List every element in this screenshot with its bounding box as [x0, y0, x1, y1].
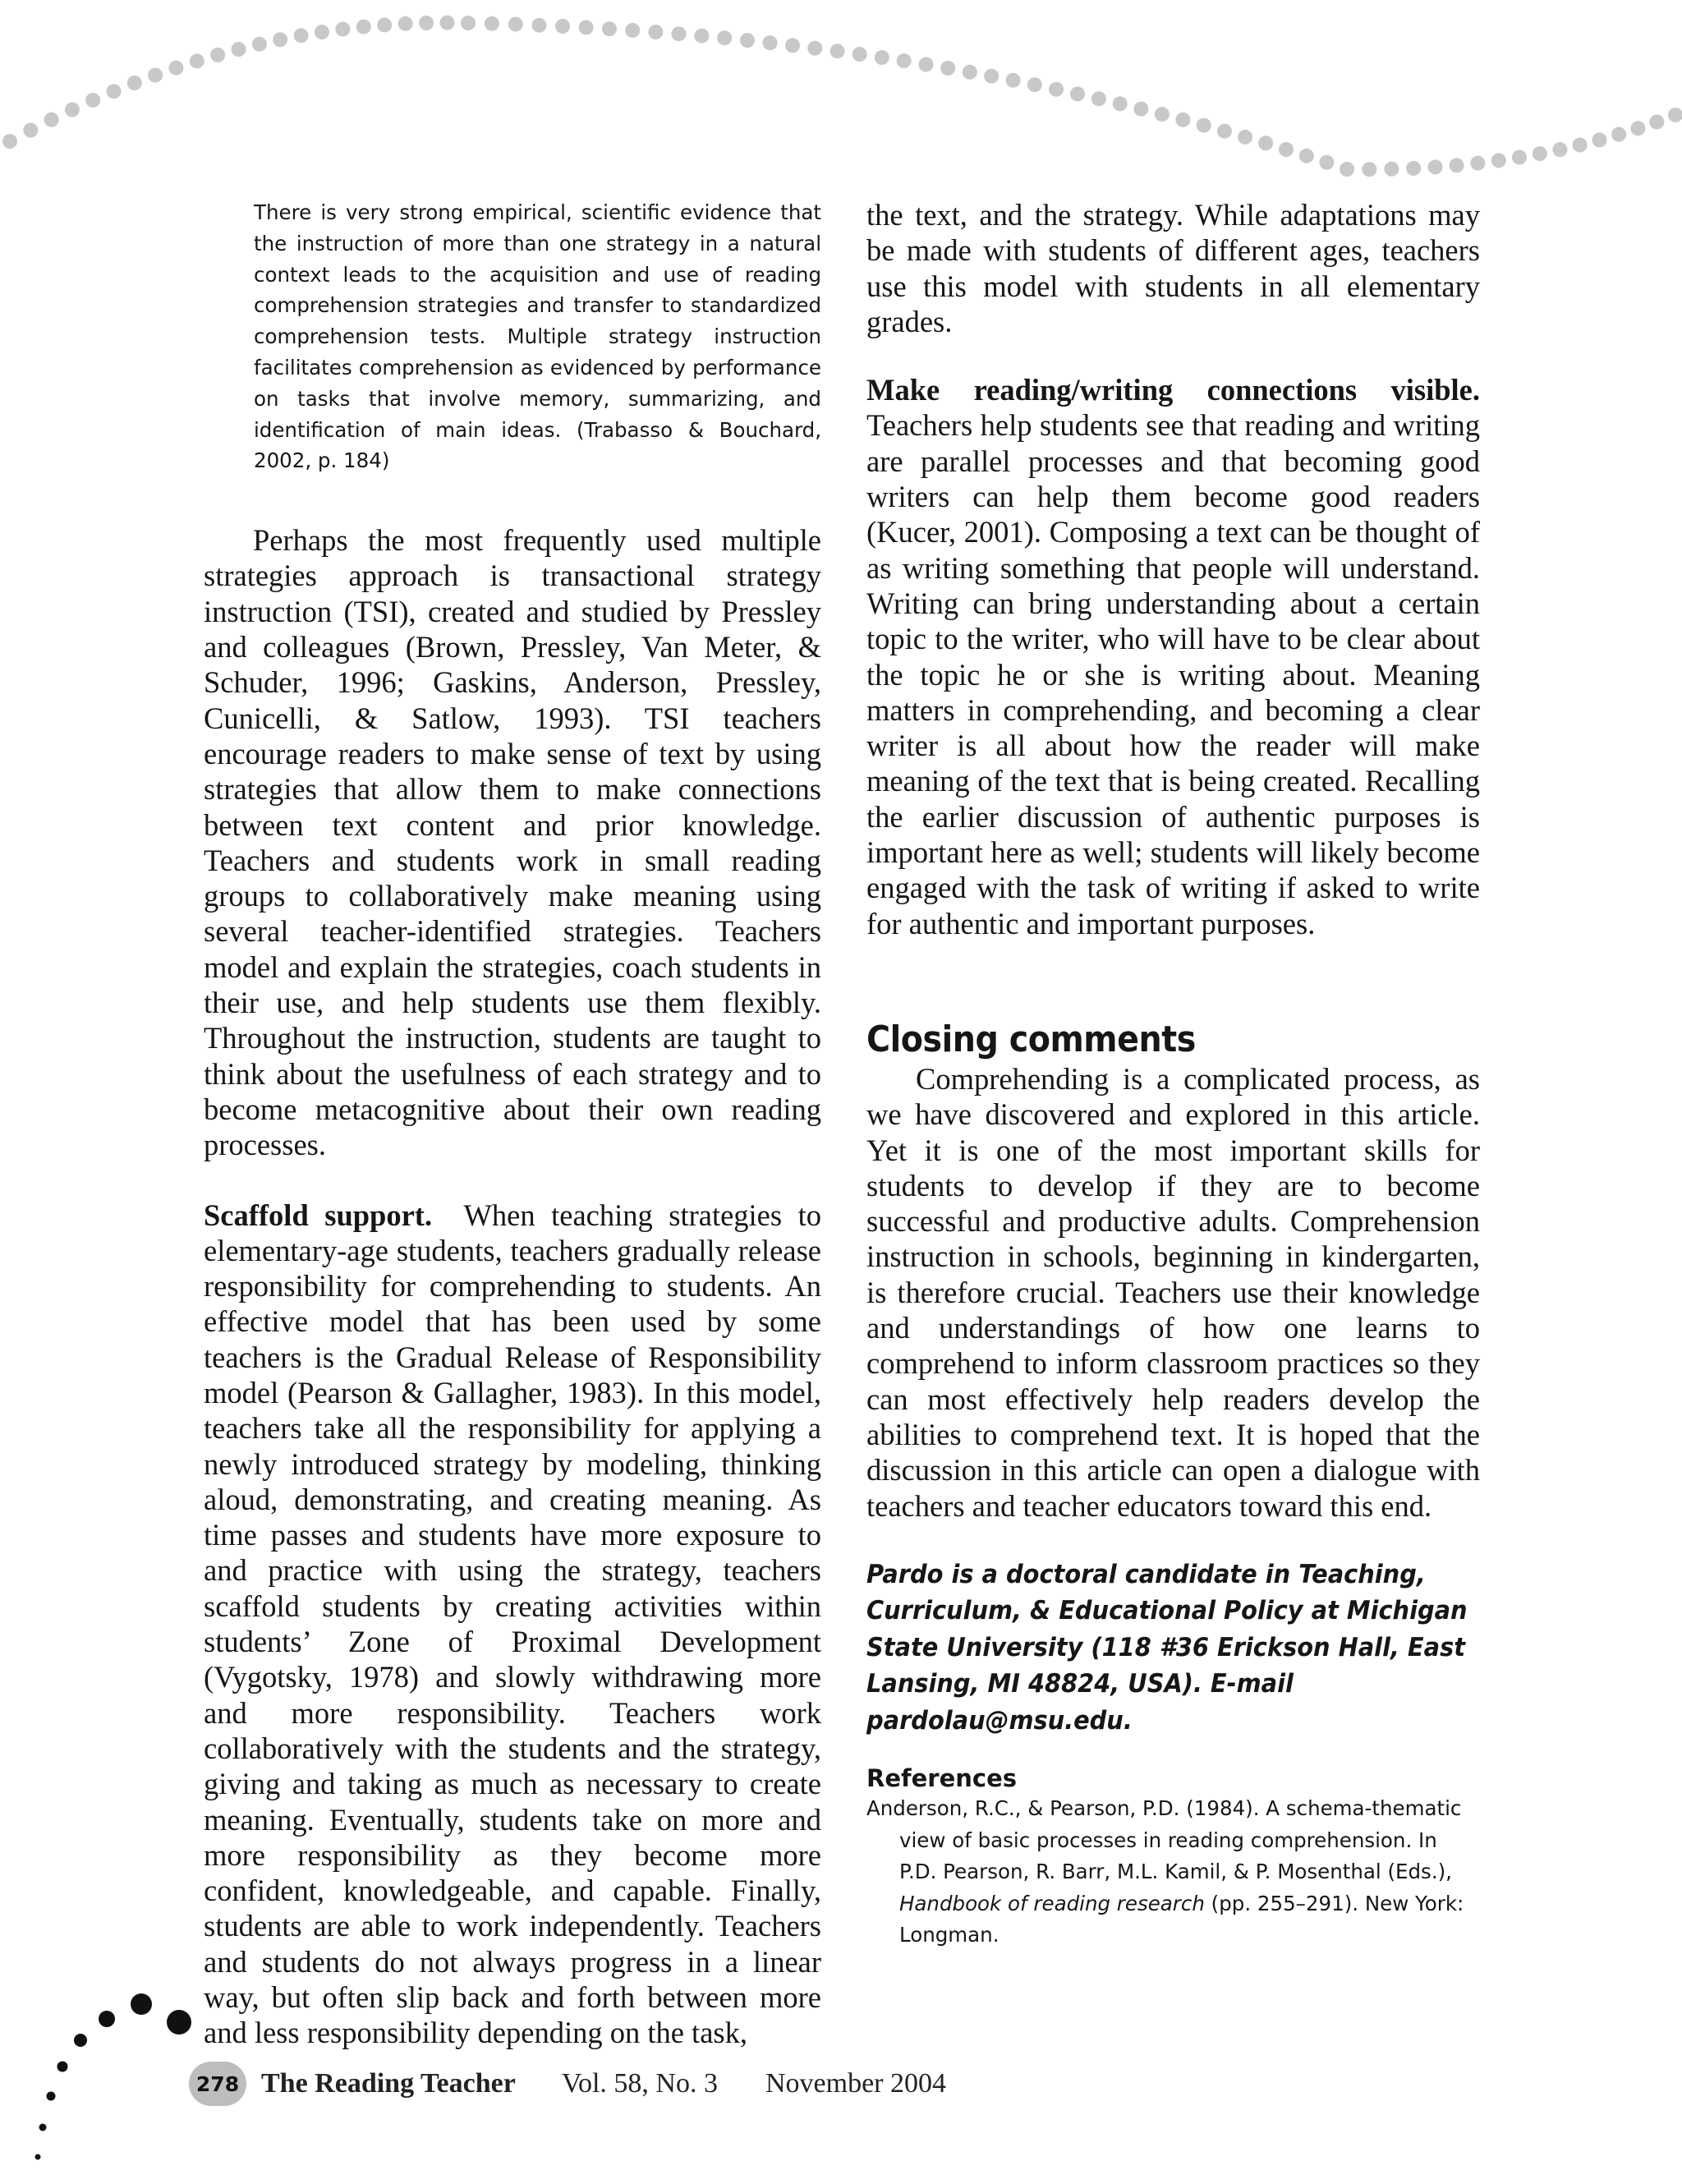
decorative-dot [1217, 124, 1232, 139]
decorative-dot [1197, 118, 1211, 133]
decorative-dot [1592, 132, 1607, 147]
reference-text: Anderson, R.C., & Pearson, P.D. (1984). A schema-thematic view of basic processes in reading comprehension. In P.D. Pearson, R. Barr, M.L. Kamil, & P. Mosenthal (Eds.), [866, 1796, 1462, 1884]
decorative-dot [1340, 162, 1354, 177]
decorative-dot [294, 28, 309, 43]
reference-text-end: (pp. 255–291). New York: Longman. [899, 1891, 1464, 1947]
decorative-dot [807, 41, 822, 56]
decorative-dot [1552, 142, 1567, 157]
decorative-dot [190, 53, 205, 68]
decorative-dot [940, 61, 955, 76]
page-number-badge: 278 [189, 2062, 246, 2106]
issue-date: November 2004 [765, 2068, 946, 2099]
decorative-dot [830, 44, 845, 58]
decorative-dot [875, 50, 889, 65]
section-heading-closing: Closing comments [866, 1018, 1196, 1060]
decorative-dot [740, 33, 755, 48]
paragraph-tsi: Perhaps the most frequently used multiple strategies approach is transactional strategy instruction (TSI), created and studied by Pressley and colleagues (Brown, Pressley, Van Meter, & Schuder, 1996; Gaskins, Anderson, Pressley, Cunicelli, & Satlow, 1993). TSI teachers encourage readers to make sense of text by using strategies that allow them to make connections between text content and prior knowledge. Teachers and students work in small reading groups to collaboratively make meaning using several teacher-identified strategies. Teachers model and explain the strategies, coach students in their use, and help students use them flexibly. Throughout the instruction, students are taught to think about the usefulness of each strategy and to become metacognitive about their own reading processes. [204, 523, 821, 1162]
decorative-dot [148, 68, 163, 83]
decorative-dot [984, 69, 999, 84]
decorative-dot [131, 1993, 152, 2015]
decorative-dot [1238, 130, 1252, 145]
decorative-dot [963, 65, 977, 80]
decorative-dot [1384, 162, 1399, 177]
decorative-dot [1428, 159, 1443, 174]
block-quote: There is very strong empirical, scientific evidence that the instruction of more than one strategy in a natural context leads to the acquisition and use of reading comprehension strategies and transfer to standardized comprehension tests. Multiple strategy instruction facilitates comprehension as evidenced by performance on tasks that involve memory, summarizing, and identification of main ideas. (Trabasso & Bouchard, 2002, p. 184) [254, 200, 821, 473]
decorative-dot [852, 47, 867, 62]
paragraph-reading-writing [866, 372, 1480, 941]
page-footer [189, 2061, 1092, 2107]
decorative-dot [315, 25, 329, 39]
decorative-dot [74, 2034, 87, 2047]
decorative-dot [1573, 138, 1588, 153]
decorative-dot [419, 16, 434, 30]
decorative-dot [485, 16, 499, 31]
decorative-dot [377, 17, 392, 32]
decorative-dot [1470, 156, 1485, 171]
decorative-dot [508, 17, 523, 32]
decorative-dot [1279, 142, 1294, 157]
run-in-heading-scaffold: Scaffold support. [204, 1198, 433, 1232]
decorative-dot [919, 57, 934, 72]
decorative-dot [1630, 121, 1645, 136]
decorative-dot [1258, 136, 1273, 150]
decorative-dot [1027, 77, 1042, 92]
decorative-dot [168, 61, 183, 76]
decorative-dot [1649, 115, 1664, 130]
reference-title: Handbook of reading research [899, 1891, 1205, 1915]
decorative-dot [1362, 162, 1376, 177]
reading-writing-body: Teachers help students see that reading and writing are parallel processes and that becoming good writers can help them become good readers (Kucer, 2001). Composing a text can be thought of as writing something that people will understand. Writing can bring understanding about a certain topic to the writer, who will have to be clear about the topic he or she is writing about. Meaning matters in comprehending, and becoming a clear writer is all about how the reader will make meaning of the text that is being created. Recalling the earlier discussion of authentic purposes is important here as well; students will likely become engaged with the task of writing if asked to write for authentic and important purposes. [866, 408, 1480, 940]
left-column [204, 197, 821, 2051]
decorative-dot [897, 53, 912, 68]
decorative-dot [440, 16, 455, 30]
decorative-dot [23, 123, 38, 138]
run-in-heading-reading-writing: Make reading/writing connections visible. [866, 373, 1480, 407]
decorative-dot [44, 113, 59, 127]
decorative-dot [127, 76, 142, 90]
decorative-dot [648, 25, 663, 39]
decorative-dot [717, 30, 732, 45]
decorative-dot [356, 20, 371, 34]
decorative-dot [1512, 150, 1527, 165]
decorative-dot [555, 19, 570, 34]
decorative-dot [671, 26, 686, 41]
decorative-dot [99, 2011, 115, 2027]
author-note-line: Curriculum, & Educational Policy at Michigan [866, 1596, 1468, 1626]
decorative-dot [252, 37, 267, 52]
decorative-dot [625, 23, 640, 38]
decorative-dot [1113, 96, 1128, 111]
decorative-dot [1611, 127, 1626, 142]
author-note-line: pardolau@msu.edu. [866, 1705, 1133, 1736]
decorative-dot [47, 2092, 56, 2101]
paragraph-scaffold [204, 1198, 821, 2051]
decorative-dot [167, 2010, 191, 2035]
decorative-dot [335, 22, 350, 37]
decorative-dot [1299, 149, 1314, 163]
decorative-dot [1133, 102, 1148, 117]
decorative-dot [602, 21, 617, 36]
journal-volume: Vol. 58, No. 3 [561, 2068, 718, 2099]
references-heading: References [866, 1764, 1018, 1793]
decorative-dot [1319, 155, 1334, 170]
author-note-line: Pardo is a doctoral candidate in Teaching, [866, 1559, 1426, 1589]
decorative-dot [785, 38, 800, 53]
paragraph-closing: Comprehending is a complicated process, as we have discovered and explored in this article. Yet it is one of the most important skills for students to develop if they are to become successful and productive adults. Comprehension instruction in schools, beginning in kindergarten, is therefore crucial. Teachers use their knowledge and understandings of how one learns to comprehend to inform classroom practices so they can most effectively help readers develop the abilities to comprehend text. It is hoped that the discussion in this article can open a dialogue with teachers and teacher educators toward this end. [866, 1061, 1480, 1523]
decorative-dot [532, 18, 547, 33]
decorative-dot [763, 35, 778, 50]
paragraph-continuation: the text, and the strategy. While adaptations may be made with students of different ages, teachers use this model with students in all elementary grades. [866, 198, 1480, 338]
author-note-line: State University (118 #36 Erickson Hall, East [866, 1632, 1466, 1662]
decorative-dot [1491, 153, 1506, 168]
decorative-dot [1668, 108, 1682, 122]
decorative-dot [1006, 73, 1021, 88]
decorative-dot [39, 2124, 47, 2131]
decorative-dot [694, 29, 709, 44]
journal-title: The Reading Teacher [261, 2068, 516, 2099]
decorative-dot [57, 2062, 68, 2072]
author-note-line: Lansing, MI 48824, USA). E-mail [866, 1669, 1294, 1699]
decorative-dot [1091, 91, 1106, 106]
decorative-dot [273, 32, 287, 47]
decorative-dot [1175, 113, 1190, 127]
decorative-dot [232, 42, 246, 57]
decorative-dot [1155, 107, 1170, 122]
decorative-dot [210, 48, 225, 62]
decorative-dot [1049, 82, 1064, 97]
decorative-dot [107, 84, 122, 99]
decorative-dot [1450, 158, 1464, 172]
right-column [866, 197, 1480, 1952]
scaffold-body: When teaching strategies to elementary-age students, teachers gradually release responsibility for comprehending to students. An effective model that has been used by some teachers is the Gradual Release of Responsibility model (Pearson & Gallagher, 1983). In this model, teachers take all the responsibility for applying a newly introduced strategy by modeling, thinking aloud, demonstrating, and creating meaning. As time passes and students have more exposure to and practice with using the strategy, teachers scaffold students by creating activities within students’ Zone of Proximal Development (Vygotsky, 1978) and slowly withdrawing more and more responsibility. Teachers work collaboratively with the students and the strategy, giving and taking as much as necessary to create meaning. Eventually, students take on more and more responsibility as they become more confident, knowledgeable, and capable. Finally, students are able to work independently. Teachers and students do not always progress in a linear way, but often slip back and forth between more and less responsibility depending on the task, [204, 1198, 821, 2050]
decorative-dot [1533, 146, 1547, 161]
decorative-dot [65, 103, 80, 117]
author-note [866, 1556, 1477, 1740]
reference-entry [866, 1793, 1480, 1952]
decorative-dot [579, 20, 594, 34]
decorative-dot [85, 93, 100, 108]
decorative-dot [461, 16, 476, 30]
decorative-dot [1070, 86, 1085, 101]
decorative-dot [2, 134, 17, 149]
decorative-dot [398, 16, 413, 31]
decorative-dot [1406, 161, 1421, 176]
decorative-dot [35, 2154, 41, 2160]
